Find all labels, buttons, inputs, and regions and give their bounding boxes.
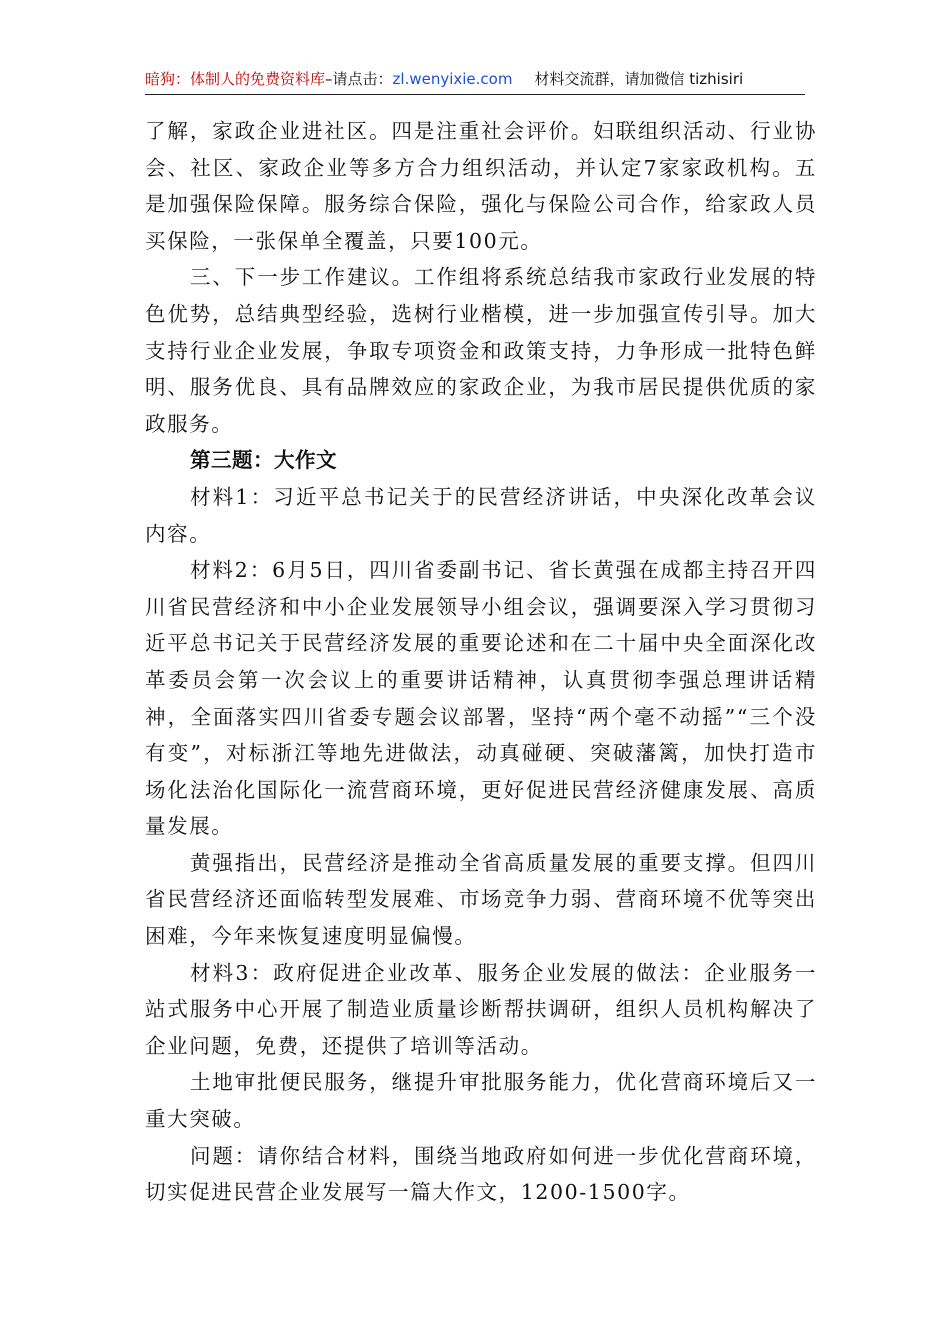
paragraph-material-3: 材料3：政府促进企业改革、服务企业发展的做法：企业服务一站式服务中心开展了制造业质量诊断帮扶调研，组织人员机构解决了企业问题，免费，还提供了培训等活动。 (145, 960, 817, 1058)
paragraph-material-2: 材料2：6月5日，四川省委副书记、省长黄强在成都主持召开四川省民营经济和中小企业发展领导小组会议，强调要深入学习贯彻习近平总书记关于民营经济发展的重要论述和在二十届中央全面深化改革委员会第一次会议上的重要讲话精神，认真贯彻李强总理讲话精神，全面落实四川省委专题会议部署，坚持“两个毫不动摇”“三个没有变”，对标浙江等地先进做法，动真碰硬、突破藩篱，加快打造市场化法治化国际化一流营商环境，更好促进民营经济健康发展、高质量发展。 (145, 558, 817, 839)
paragraph-material-1: 材料1：习近平总书记关于的民营经济讲话，中央深化改革会议内容。 (145, 484, 817, 546)
section-heading: 第三题：大作文 (190, 448, 337, 473)
header-click-prompt: –请点击： (325, 70, 393, 88)
paragraph-land-approval: 土地审批便民服务，继提升审批服务能力，优化营商环境后又一重大突破。 (145, 1070, 817, 1132)
page-header (145, 64, 805, 95)
header-site-name: 暗狗：体制人的免费资料库 (145, 70, 326, 88)
header-link[interactable]: zl.wenyixie.com (392, 70, 513, 88)
paragraph-next-steps: 三、下一步工作建议。工作组将系统总结我市家政行业发展的特色优势，总结典型经验，选树行业楷模，进一步加强宣传引导。加大支持行业企业发展，争取专项资金和政策支持，力争形成一批特色鲜明、服务优良、具有品牌效应的家政企业，为我市居民提供优质的家政服务。 (145, 265, 817, 436)
paragraph-huang-qiang: 黄强指出，民营经济是推动全省高质量发展的重要支撑。但四川省民营经济还面临转型发展难、市场竞争力弱、营商环境不优等突出困难，今年来恢复速度明显偏慢。 (145, 850, 817, 949)
header-wechat-note: 材料交流群，请加微信 tizhisiri (534, 70, 744, 88)
paragraph-question: 问题：请你结合材料，围绕当地政府如何进一步优化营商环境，切实促进民营企业发展写一篇大作文，1200-1500字。 (145, 1143, 817, 1205)
paragraph-continued: 了解，家政企业进社区。四是注重社会评价。妇联组织活动、行业协会、社区、家政企业等多方合力组织活动，并认定7家家政机构。五是加强保险保障。服务综合保险，强化与保险公司合作，给家政人员买保险，一张保单全覆盖，只要100元。 (145, 119, 817, 253)
document-body (145, 113, 817, 1211)
